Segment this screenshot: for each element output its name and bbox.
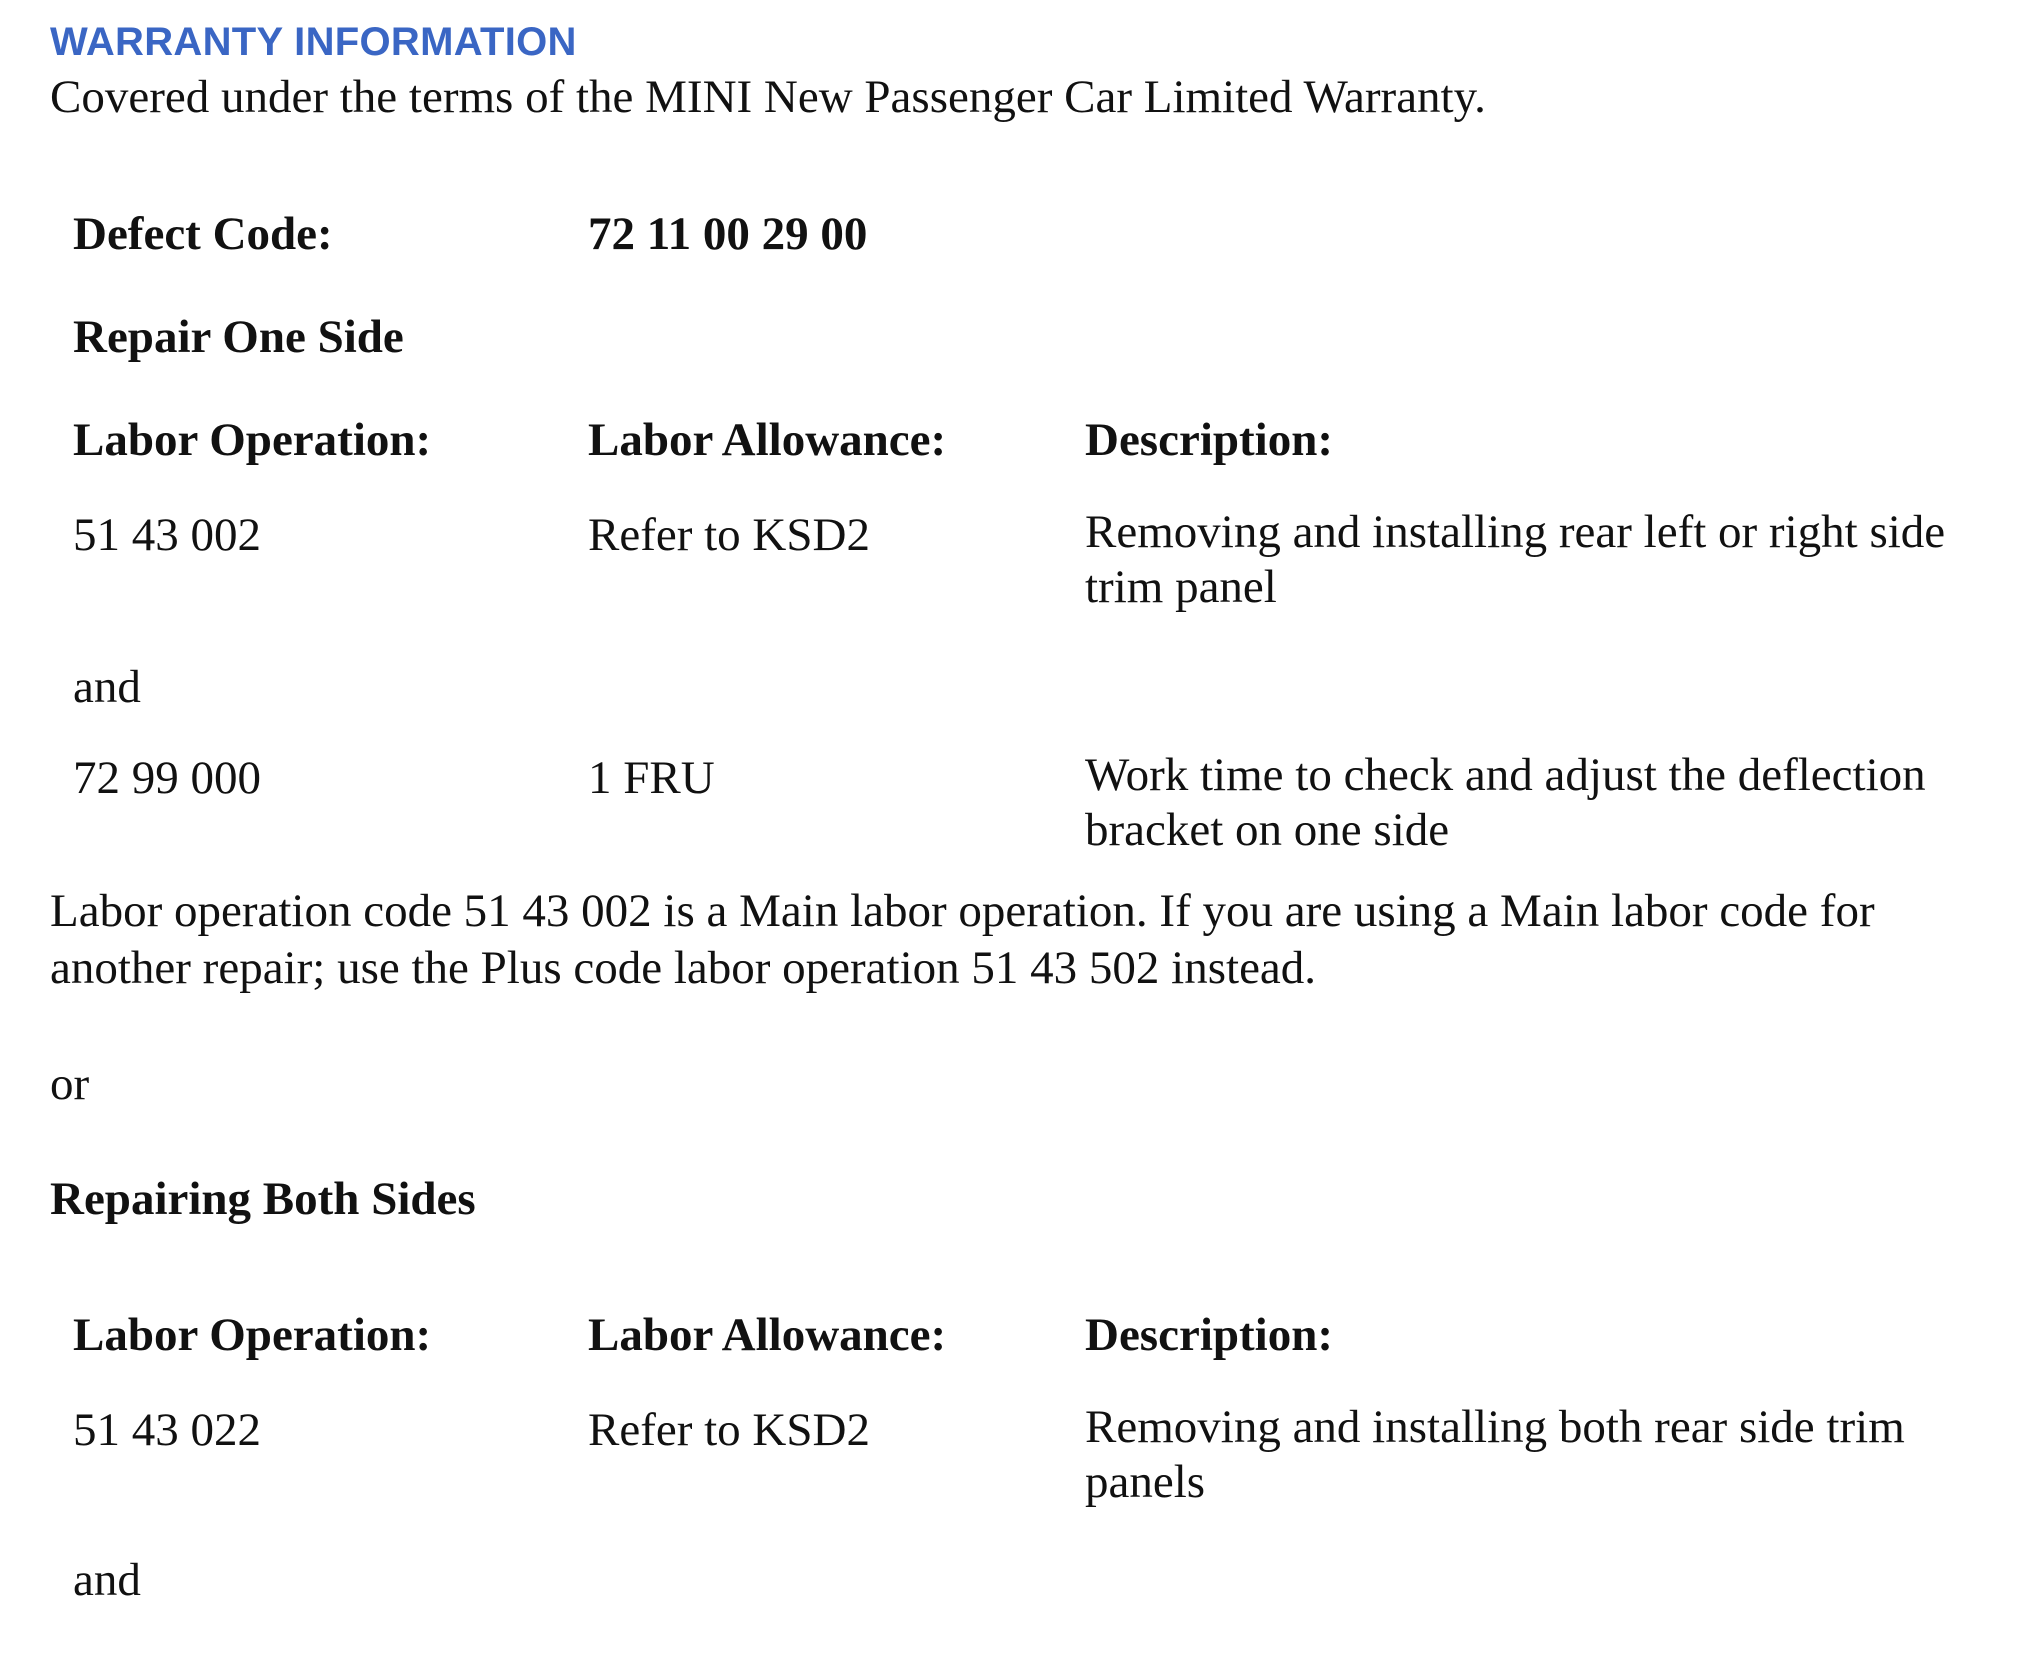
one-side-header-description: Description:	[1085, 414, 1334, 466]
both-sides-row-1-description: Removing and installing both rear side trim panels	[1085, 1401, 1905, 1508]
or-text: or	[50, 1058, 90, 1110]
defect-code-label: Defect Code:	[73, 208, 333, 260]
defect-code-value: 72 11 00 29 00	[588, 208, 868, 260]
main-labor-note: Labor operation code 51 43 002 is a Main labor operation. If you are using a Main labor code for another repair; use the Plus code labor operation 51 43 502 instead.	[50, 885, 1875, 994]
one-side-connector-and: and	[73, 661, 141, 713]
both-sides-row-1-operation: 51 43 022	[73, 1404, 261, 1456]
both-sides-header-allowance: Labor Allowance:	[588, 1309, 947, 1361]
repair-both-sides-title: Repairing Both Sides	[50, 1173, 476, 1225]
one-side-row-2-description: Work time to check and adjust the deflection bracket on one side	[1085, 749, 1926, 856]
one-side-row-1-allowance: Refer to KSD2	[588, 509, 870, 561]
both-sides-header-description: Description:	[1085, 1309, 1334, 1361]
both-sides-header-operation: Labor Operation:	[73, 1309, 432, 1361]
one-side-row-1-description: Removing and installing rear left or right side trim panel	[1085, 506, 1946, 613]
one-side-row-2-operation: 72 99 000	[73, 752, 261, 804]
one-side-header-allowance: Labor Allowance:	[588, 414, 947, 466]
one-side-header-operation: Labor Operation:	[73, 414, 432, 466]
section-heading: WARRANTY INFORMATION	[50, 20, 577, 64]
coverage-text: Covered under the terms of the MINI New Passenger Car Limited Warranty.	[50, 71, 1486, 123]
repair-one-side-title: Repair One Side	[73, 311, 404, 363]
both-sides-connector-and: and	[73, 1554, 141, 1606]
one-side-row-2-allowance: 1 FRU	[588, 752, 715, 804]
both-sides-row-1-allowance: Refer to KSD2	[588, 1404, 870, 1456]
one-side-row-1-operation: 51 43 002	[73, 509, 261, 561]
